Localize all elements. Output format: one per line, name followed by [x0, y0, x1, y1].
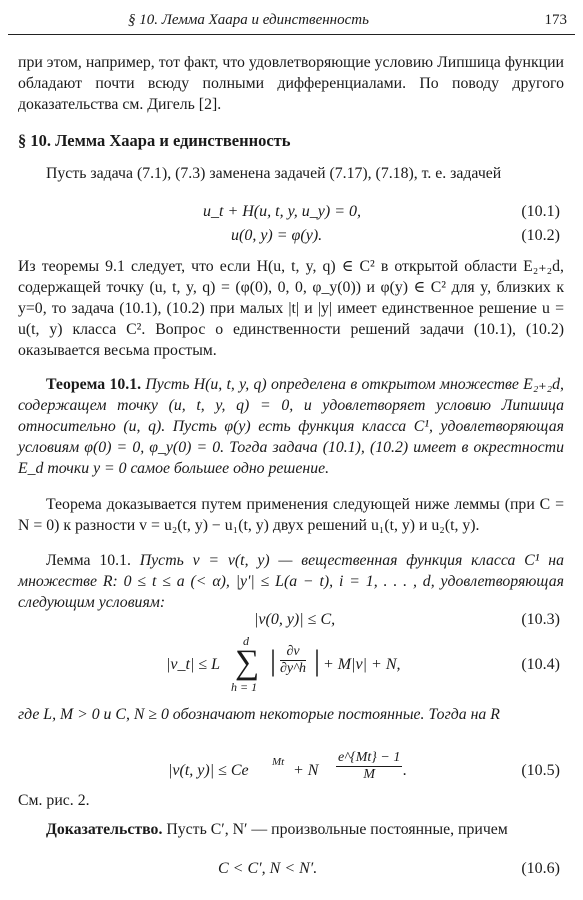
- exp-fraction: [336, 750, 402, 783]
- abs-bar-left: |: [270, 644, 277, 677]
- abs-bar-right: |: [314, 644, 321, 677]
- equation-10-1: [18, 203, 564, 227]
- lemma-10-1: [18, 550, 564, 613]
- equation-10-4: [18, 634, 564, 694]
- paragraph-constants: где L, M > 0 и C, N ≥ 0 обозначают некоторые постоянные. Тогда на R: [18, 706, 500, 723]
- equation-number: (10.6): [521, 860, 560, 877]
- sum-sign: ∑: [235, 644, 260, 681]
- lemma-text: Пусть v = v(t, y) — вещественная функция класса C¹ на множестве R: 0 ≤ t ≤ a (< α), |y'| ≤ L(a − t), i = 1, . . . , d, удовлетворяющая следующим условиям:: [18, 552, 565, 611]
- equation-lhs: |v(t, y)| ≤ Ce: [168, 762, 249, 779]
- equation-number: (10.1): [521, 203, 560, 220]
- equation-10-6: [18, 860, 564, 884]
- lemma-label: Лемма 10.1.: [46, 552, 131, 569]
- equation-10-3: [18, 611, 564, 635]
- equation-rhs: + M|v| + N,: [323, 656, 401, 673]
- equation-10-5: [18, 750, 564, 782]
- equation-10-2: [18, 227, 564, 251]
- page-header: [8, 6, 575, 35]
- sum-lower-limit: h = 1: [231, 680, 258, 694]
- equation-number: (10.4): [521, 656, 560, 673]
- proof-label: Доказательство.: [46, 821, 163, 838]
- running-head: § 10. Лемма Хаара и единственность: [128, 12, 369, 28]
- paragraph-figure-ref: См. рис. 2.: [18, 792, 90, 809]
- proof-paragraph: [18, 819, 564, 840]
- paragraph-theorem-9-1: Из теоремы 9.1 следует, что если H(u, t, y, q) ∈ C² в открытой области E₂₊₂d, содержащей точку (u, t, y, q) = (φ(0), 0, 0, φ_y(0)) и φ(y) ∈ C² для y, близких к y=0, то задача (10.1), (10.2) при малых |t| и |y| имеет единственное решение u = u(t, y) класса C². Вопрос о единственности решений задачи (10.1), (10.2) оказывается весьма простым.: [18, 258, 564, 359]
- fraction-numerator: e^{Mt} − 1: [338, 750, 401, 765]
- sum-upper-limit: d: [243, 634, 249, 648]
- fraction-denominator: ∂y^h: [280, 661, 307, 676]
- page-number: 173: [544, 12, 567, 28]
- theorem-10-1: [18, 374, 564, 479]
- paragraph-task: Пусть задача (7.1), (7.3) заменена задачей (7.17), (7.18), т. е. задачей: [46, 165, 502, 182]
- section-title: § 10. Лемма Хаара и единственность: [18, 131, 291, 150]
- paragraph-proof-intro: Теорема доказывается путем применения следующей ниже леммы (при C = N = 0) к разности v = u₂(t, y) − u₁(t, y) двух решений u₁(t, y) и u₂(t, y).: [18, 496, 564, 534]
- equation-formula: u(0, y) = φ(y).: [231, 227, 323, 244]
- equation-number: (10.3): [521, 611, 560, 628]
- equation-end: .: [403, 762, 407, 779]
- equation-number: (10.2): [521, 227, 560, 244]
- fraction-numerator: ∂v: [280, 644, 306, 661]
- fraction-denominator: M: [363, 767, 375, 782]
- proof-text: Пусть C′, N′ — произвольные постоянные, причем: [166, 821, 508, 838]
- equation-formula: C < C′, N < N′.: [218, 860, 318, 877]
- paragraph-intro: при этом, например, тот факт, что удовлетворяющие условию Липшица функции обладают почти всюду полными дифференциалами. По поводу другого доказательства см. Дигель [2].: [18, 54, 564, 113]
- equation-formula: |v(0, y)| ≤ C,: [254, 611, 336, 628]
- equation-formula: u_t + H(u, t, y, u_y) = 0,: [203, 203, 362, 220]
- exponent: Mt: [272, 756, 285, 768]
- equation-number: (10.5): [521, 762, 560, 779]
- theorem-text: Пусть H(u, t, y, q) определена в открытом множестве E₂₊₂d, содержащем точку (u, t, y, q) = 0, и удовлетворяет условию Липшица относительно (u, q). Пусть φ(y) есть функция класса C¹, удовлетворяющая условиям φ(0) = 0, φ_y(0) = 0. Тогда задача (10.1), (10.2) имеет в окрестности E_d точки y = 0 самое большее одно решение.: [18, 376, 564, 477]
- partial-fraction: [280, 644, 306, 677]
- equation-mid: + N: [293, 762, 319, 779]
- equation-lhs: |v_t| ≤ L: [166, 656, 221, 673]
- theorem-label: Теорема 10.1.: [46, 376, 142, 393]
